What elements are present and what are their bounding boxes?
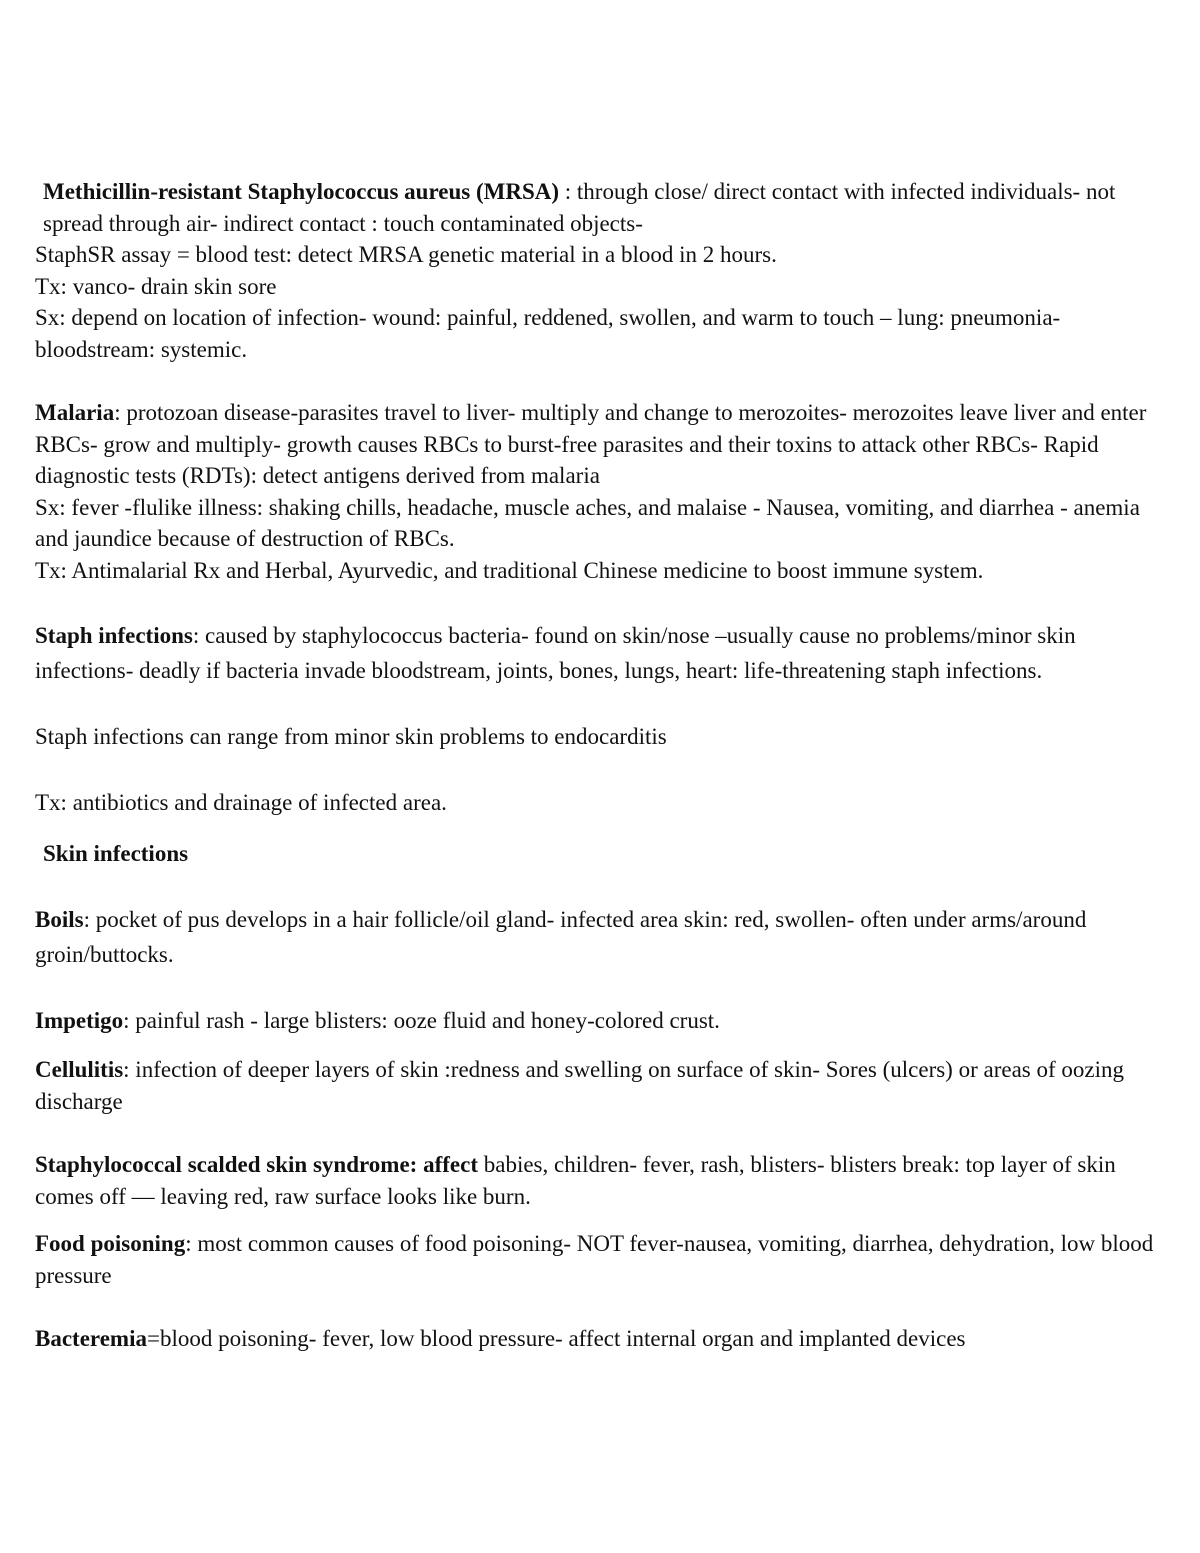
skin-infections-heading <box>35 836 1175 871</box>
sss-colon: : <box>409 1152 424 1177</box>
mrsa-tx-line: Tx: vanco- drain skin sore <box>35 273 277 299</box>
malaria-sx-line: Sx: fever -flulike illness: shaking chills, headache, muscle aches, and malaise - Nausea, vomiting, and diarrhea - anemia and jaundice because of destruction of RBCs. <box>35 494 1140 551</box>
staph-description: : caused by staphylococcus bacteria- found on skin/nose –usually cause no problems/minor skin infections- deadly if bacteria invade bloodstream, joints, bones, lungs, heart: life-threatening staph infections. <box>35 623 1076 683</box>
cellulitis-paragraph <box>35 1054 1175 1117</box>
malaria-paragraph <box>35 397 1175 492</box>
staph-term: Staph infections <box>35 623 193 648</box>
food-poisoning-term: Food poisoning <box>35 1231 186 1256</box>
sss-term: Staphylococcal scalded skin syndrome <box>35 1152 410 1177</box>
mrsa-paragraph <box>35 176 1175 239</box>
bacteremia-term: Bacteremia <box>35 1326 147 1351</box>
malaria-tx-line: Tx: Antimalarial Rx and Herbal, Ayurvedic, and traditional Chinese medicine to boost immune system. <box>35 557 984 583</box>
impetigo-term: Impetigo <box>35 1008 124 1033</box>
staph-tx-line: Tx: antibiotics and drainage of infected area. <box>35 790 447 815</box>
impetigo-description: : painful rash - large blisters: ooze fluid and honey-colored crust. <box>123 1008 720 1033</box>
sss-affect: affect <box>423 1152 478 1177</box>
cellulitis-description: : infection of deeper layers of skin :redness and swelling on surface of skin- Sores (ulcers) or areas of oozing discharge <box>35 1057 1124 1114</box>
cellulitis-term: Cellulitis <box>35 1057 124 1082</box>
document-page <box>35 176 1175 1355</box>
boils-description: : pocket of pus develops in a hair follicle/oil gland- infected area skin: red, swollen- often under arms/around groin/buttocks. <box>35 907 1087 967</box>
bacteremia-paragraph <box>35 1323 1175 1355</box>
bacteremia-description: =blood poisoning- fever, low blood pressure- affect internal organ and implanted devices <box>146 1326 966 1351</box>
food-poisoning-paragraph <box>35 1228 1175 1291</box>
boils-paragraph <box>35 902 1175 972</box>
mrsa-description: : through close/ direct contact with infected individuals- not spread through air- indirect contact : touch contaminated objects- <box>43 179 1116 236</box>
sss-description: babies, children- fever, rash, blisters- blisters break: top layer of skin comes off — leaving red, raw surface looks like burn. <box>35 1152 1116 1209</box>
mrsa-abbr: (MRSA) <box>475 179 560 204</box>
staph-paragraph <box>35 618 1175 688</box>
skin-infections-heading-text: Skin infections <box>43 841 189 866</box>
sss-paragraph <box>35 1149 1175 1212</box>
impetigo-paragraph <box>35 1003 1175 1038</box>
mrsa-sx-line: Sx: depend on location of infection- wound: painful, reddened, swollen, and warm to touch – lung: pneumonia- bloodstream: systemic. <box>35 305 1061 362</box>
mrsa-term: Methicillin-resistant Staphylococcus aureus <box>43 179 471 204</box>
boils-term: Boils <box>35 907 84 932</box>
mrsa-test-line: StaphSR assay = blood test: detect MRSA genetic material in a blood in 2 hours. <box>35 242 777 267</box>
malaria-description: : protozoan disease-parasites travel to liver- multiply and change to merozoites- merozoites leave liver and enter RBCs- grow and multiply- growth causes RBCs to burst-free parasites and their toxins to attack other RBCs- Rapid diagnostic tests (RDTs): detect antigens derived from malaria <box>35 400 1147 488</box>
staph-range-line: Staph infections can range from minor skin problems to endocarditis <box>35 724 667 749</box>
food-poisoning-description: : most common causes of food poisoning- NOT fever-nausea, vomiting, diarrhea, dehydration, low blood pressure <box>35 1231 1154 1288</box>
malaria-term: Malaria <box>35 400 115 425</box>
